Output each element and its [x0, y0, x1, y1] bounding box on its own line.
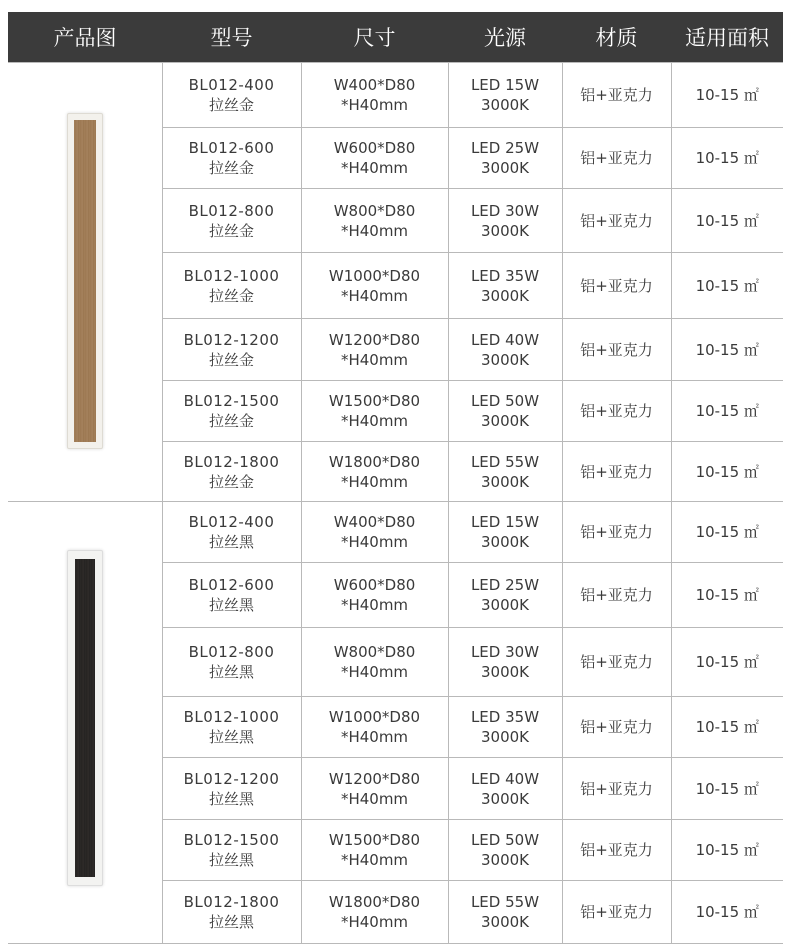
area-cell	[671, 319, 783, 381]
lamp-brushed-surface	[74, 120, 96, 442]
light-source-cell-line-1: LED 55W	[470, 452, 540, 471]
header-area: 适用面积	[671, 12, 783, 63]
model-cell	[162, 381, 301, 442]
area-cell-line-1: 10-15 ㎡	[695, 149, 759, 167]
material-cell-line-1: 铝+亚克力	[580, 340, 653, 359]
material-cell	[562, 502, 671, 563]
area-cell	[671, 381, 783, 442]
size-cell	[301, 63, 448, 128]
model-cell-line-1: BL012-400	[188, 513, 275, 531]
material-cell-line-1: 铝+亚克力	[580, 211, 653, 230]
model-cell-line-1: BL012-1000	[183, 708, 280, 726]
material-cell	[562, 881, 671, 944]
size-cell-line-2: *H40mm	[340, 286, 409, 305]
size-cell	[301, 758, 448, 820]
material-cell-line-1: 铝+亚克力	[580, 523, 653, 541]
model-cell-line-1: BL012-1500	[183, 392, 280, 410]
area-cell-line-1: 10-15 ㎡	[695, 841, 759, 859]
light-source-cell-line-2: 3000K	[480, 286, 529, 305]
size-cell-line-2: *H40mm	[340, 596, 409, 614]
light-source-cell	[448, 381, 562, 442]
area-cell-line-1: 10-15 ㎡	[695, 718, 759, 736]
size-cell-line-2: *H40mm	[340, 350, 409, 369]
model-cell-line-2: 拉丝金	[208, 96, 254, 114]
model-cell	[162, 442, 301, 502]
model-cell-line-2: 拉丝黑	[208, 789, 254, 808]
size-cell	[301, 502, 448, 563]
model-cell-line-1: BL012-800	[188, 201, 275, 220]
material-cell	[562, 697, 671, 758]
size-cell-line-2: *H40mm	[340, 159, 409, 177]
light-source-cell-line-2: 3000K	[480, 851, 529, 869]
light-source-cell-line-1: LED 35W	[470, 708, 540, 726]
light-source-cell-line-2: 3000K	[480, 472, 529, 491]
model-cell	[162, 253, 301, 319]
size-cell	[301, 189, 448, 253]
material-cell	[562, 253, 671, 319]
material-cell-line-1: 铝+亚克力	[580, 779, 653, 798]
area-cell	[671, 563, 783, 628]
size-cell-line-2: *H40mm	[340, 472, 409, 491]
model-cell-line-2: 拉丝黑	[208, 913, 254, 931]
material-cell	[562, 758, 671, 820]
light-source-cell-line-2: 3000K	[480, 96, 529, 114]
size-cell-line-1: W800*D80	[333, 643, 416, 661]
light-source-cell	[448, 319, 562, 381]
header-product-image: 产品图	[8, 12, 162, 63]
area-cell	[671, 502, 783, 563]
header-model: 型号	[162, 12, 301, 63]
model-cell-line-2: 拉丝黑	[208, 596, 254, 614]
light-source-cell-line-1: LED 15W	[470, 513, 540, 531]
size-cell-line-2: *H40mm	[340, 851, 409, 869]
light-source-cell	[448, 628, 562, 697]
size-cell	[301, 442, 448, 502]
size-cell-line-2: *H40mm	[340, 221, 409, 240]
material-cell-line-1: 铝+亚克力	[580, 86, 653, 104]
light-source-cell-line-1: LED 50W	[470, 831, 540, 849]
light-source-cell-line-2: 3000K	[480, 159, 529, 177]
light-source-cell-line-1: LED 30W	[470, 201, 540, 220]
area-cell	[671, 63, 783, 128]
light-source-cell-line-1: LED 25W	[470, 139, 540, 157]
model-cell-line-2: 拉丝金	[208, 472, 254, 491]
light-source-cell-line-1: LED 15W	[470, 76, 540, 94]
material-cell	[562, 381, 671, 442]
lamp-brushed-surface	[75, 559, 95, 877]
size-cell	[301, 128, 448, 189]
light-source-cell	[448, 820, 562, 881]
area-cell-line-1: 10-15 ㎡	[695, 402, 759, 420]
light-source-cell-line-2: 3000K	[480, 596, 529, 614]
model-cell-line-2: 拉丝金	[208, 286, 254, 305]
model-cell	[162, 128, 301, 189]
size-cell-line-2: *H40mm	[340, 96, 409, 114]
size-cell	[301, 319, 448, 381]
model-cell	[162, 502, 301, 563]
area-cell-line-1: 10-15 ㎡	[695, 779, 759, 798]
area-cell-line-1: 10-15 ㎡	[695, 653, 759, 671]
header-size: 尺寸	[301, 12, 448, 63]
material-cell	[562, 189, 671, 253]
area-cell-line-1: 10-15 ㎡	[695, 903, 759, 921]
light-source-cell-line-1: LED 55W	[470, 893, 540, 911]
model-cell	[162, 189, 301, 253]
size-cell-line-1: W1000*D80	[328, 708, 421, 726]
model-cell-line-2: 拉丝金	[208, 159, 254, 177]
material-cell-line-1: 铝+亚克力	[580, 903, 653, 921]
table-row	[8, 63, 783, 128]
model-cell-line-2: 拉丝金	[208, 350, 254, 369]
size-cell	[301, 628, 448, 697]
size-cell	[301, 881, 448, 944]
area-cell	[671, 128, 783, 189]
model-cell	[162, 881, 301, 944]
area-cell	[671, 628, 783, 697]
light-source-cell	[448, 63, 562, 128]
size-cell-line-1: W800*D80	[333, 201, 416, 220]
material-cell	[562, 63, 671, 128]
material-cell	[562, 319, 671, 381]
light-source-cell-line-2: 3000K	[480, 533, 529, 551]
product-image-cell	[8, 63, 162, 502]
material-cell-line-1: 铝+亚克力	[580, 718, 653, 736]
light-source-cell-line-1: LED 50W	[470, 392, 540, 410]
area-cell-line-1: 10-15 ㎡	[695, 523, 759, 541]
size-cell	[301, 563, 448, 628]
light-source-cell-line-1: LED 30W	[470, 643, 540, 661]
size-cell-line-2: *H40mm	[340, 663, 409, 681]
model-cell-line-1: BL012-1200	[183, 769, 280, 788]
light-source-cell	[448, 442, 562, 502]
area-cell-line-1: 10-15 ㎡	[695, 211, 759, 230]
area-cell	[671, 189, 783, 253]
size-cell-line-1: W1200*D80	[328, 769, 421, 788]
light-source-cell-line-2: 3000K	[480, 728, 529, 746]
material-cell-line-1: 铝+亚克力	[580, 149, 653, 167]
model-cell	[162, 319, 301, 381]
area-cell-line-1: 10-15 ㎡	[695, 586, 759, 604]
model-cell-line-2: 拉丝黑	[208, 851, 254, 869]
product-image-cell	[8, 502, 162, 944]
material-cell-line-1: 铝+亚克力	[580, 276, 653, 295]
model-cell-line-1: BL012-1200	[183, 330, 280, 349]
light-source-cell	[448, 758, 562, 820]
area-cell	[671, 881, 783, 944]
size-cell-line-1: W600*D80	[333, 139, 416, 157]
brushed-black-linear-wall-lamp-icon	[67, 550, 103, 886]
size-cell-line-2: *H40mm	[340, 728, 409, 746]
size-cell-line-1: W1800*D80	[328, 893, 421, 911]
area-cell	[671, 442, 783, 502]
material-cell	[562, 442, 671, 502]
material-cell	[562, 628, 671, 697]
size-cell-line-2: *H40mm	[340, 913, 409, 931]
area-cell-line-1: 10-15 ㎡	[695, 462, 759, 481]
model-cell-line-2: 拉丝黑	[208, 663, 254, 681]
size-cell-line-2: *H40mm	[340, 412, 409, 430]
size-cell-line-1: W1500*D80	[328, 831, 421, 849]
model-cell-line-1: BL012-400	[188, 76, 275, 94]
material-cell-line-1: 铝+亚克力	[580, 653, 653, 671]
table-row	[8, 502, 783, 563]
light-source-cell-line-2: 3000K	[480, 350, 529, 369]
material-cell	[562, 820, 671, 881]
area-cell	[671, 758, 783, 820]
area-cell	[671, 697, 783, 758]
size-cell	[301, 820, 448, 881]
area-cell-line-1: 10-15 ㎡	[695, 86, 759, 104]
model-cell	[162, 697, 301, 758]
model-cell	[162, 563, 301, 628]
material-cell-line-1: 铝+亚克力	[580, 402, 653, 420]
area-cell-line-1: 10-15 ㎡	[695, 276, 759, 295]
model-cell-line-2: 拉丝黑	[208, 533, 254, 551]
size-cell-line-2: *H40mm	[340, 533, 409, 551]
light-source-cell-line-1: LED 40W	[470, 769, 540, 788]
size-cell	[301, 697, 448, 758]
light-source-cell	[448, 502, 562, 563]
model-cell-line-1: BL012-1800	[183, 452, 280, 471]
model-cell-line-2: 拉丝黑	[208, 728, 254, 746]
model-cell-line-1: BL012-600	[188, 576, 275, 594]
header-light-source: 光源	[448, 12, 562, 63]
light-source-cell	[448, 128, 562, 189]
light-source-cell-line-1: LED 35W	[470, 266, 540, 285]
material-cell-line-1: 铝+亚克力	[580, 841, 653, 859]
size-cell-line-1: W400*D80	[333, 513, 416, 531]
size-cell	[301, 381, 448, 442]
model-cell-line-1: BL012-1000	[183, 266, 280, 285]
model-cell-line-2: 拉丝金	[208, 221, 254, 240]
size-cell-line-2: *H40mm	[340, 789, 409, 808]
light-source-cell	[448, 563, 562, 628]
area-cell-line-1: 10-15 ㎡	[695, 340, 759, 359]
area-cell	[671, 253, 783, 319]
model-cell	[162, 628, 301, 697]
light-source-cell-line-1: LED 40W	[470, 330, 540, 349]
size-cell-line-1: W400*D80	[333, 76, 416, 94]
light-source-cell-line-1: LED 25W	[470, 576, 540, 594]
model-cell	[162, 758, 301, 820]
material-cell	[562, 128, 671, 189]
size-cell-line-1: W600*D80	[333, 576, 416, 594]
material-cell-line-1: 铝+亚克力	[580, 462, 653, 481]
light-source-cell	[448, 697, 562, 758]
model-cell-line-1: BL012-800	[188, 643, 275, 661]
size-cell-line-1: W1000*D80	[328, 266, 421, 285]
light-source-cell-line-2: 3000K	[480, 412, 529, 430]
model-cell-line-1: BL012-1500	[183, 831, 280, 849]
light-source-cell-line-2: 3000K	[480, 221, 529, 240]
light-source-cell	[448, 253, 562, 319]
size-cell	[301, 253, 448, 319]
table-body	[8, 63, 783, 944]
table-header	[8, 12, 783, 63]
model-cell-line-2: 拉丝金	[208, 412, 254, 430]
size-cell-line-1: W1800*D80	[328, 452, 421, 471]
area-cell	[671, 820, 783, 881]
material-cell	[562, 563, 671, 628]
spec-table	[8, 12, 783, 944]
light-source-cell-line-2: 3000K	[480, 789, 529, 808]
model-cell	[162, 63, 301, 128]
size-cell-line-1: W1500*D80	[328, 392, 421, 410]
material-cell-line-1: 铝+亚克力	[580, 586, 653, 604]
light-source-cell	[448, 189, 562, 253]
light-source-cell-line-2: 3000K	[480, 913, 529, 931]
brushed-gold-linear-wall-lamp-icon	[67, 113, 103, 449]
model-cell-line-1: BL012-1800	[183, 893, 280, 911]
light-source-cell-line-2: 3000K	[480, 663, 529, 681]
model-cell	[162, 820, 301, 881]
model-cell-line-1: BL012-600	[188, 139, 275, 157]
header-material: 材质	[562, 12, 671, 63]
size-cell-line-1: W1200*D80	[328, 330, 421, 349]
light-source-cell	[448, 881, 562, 944]
